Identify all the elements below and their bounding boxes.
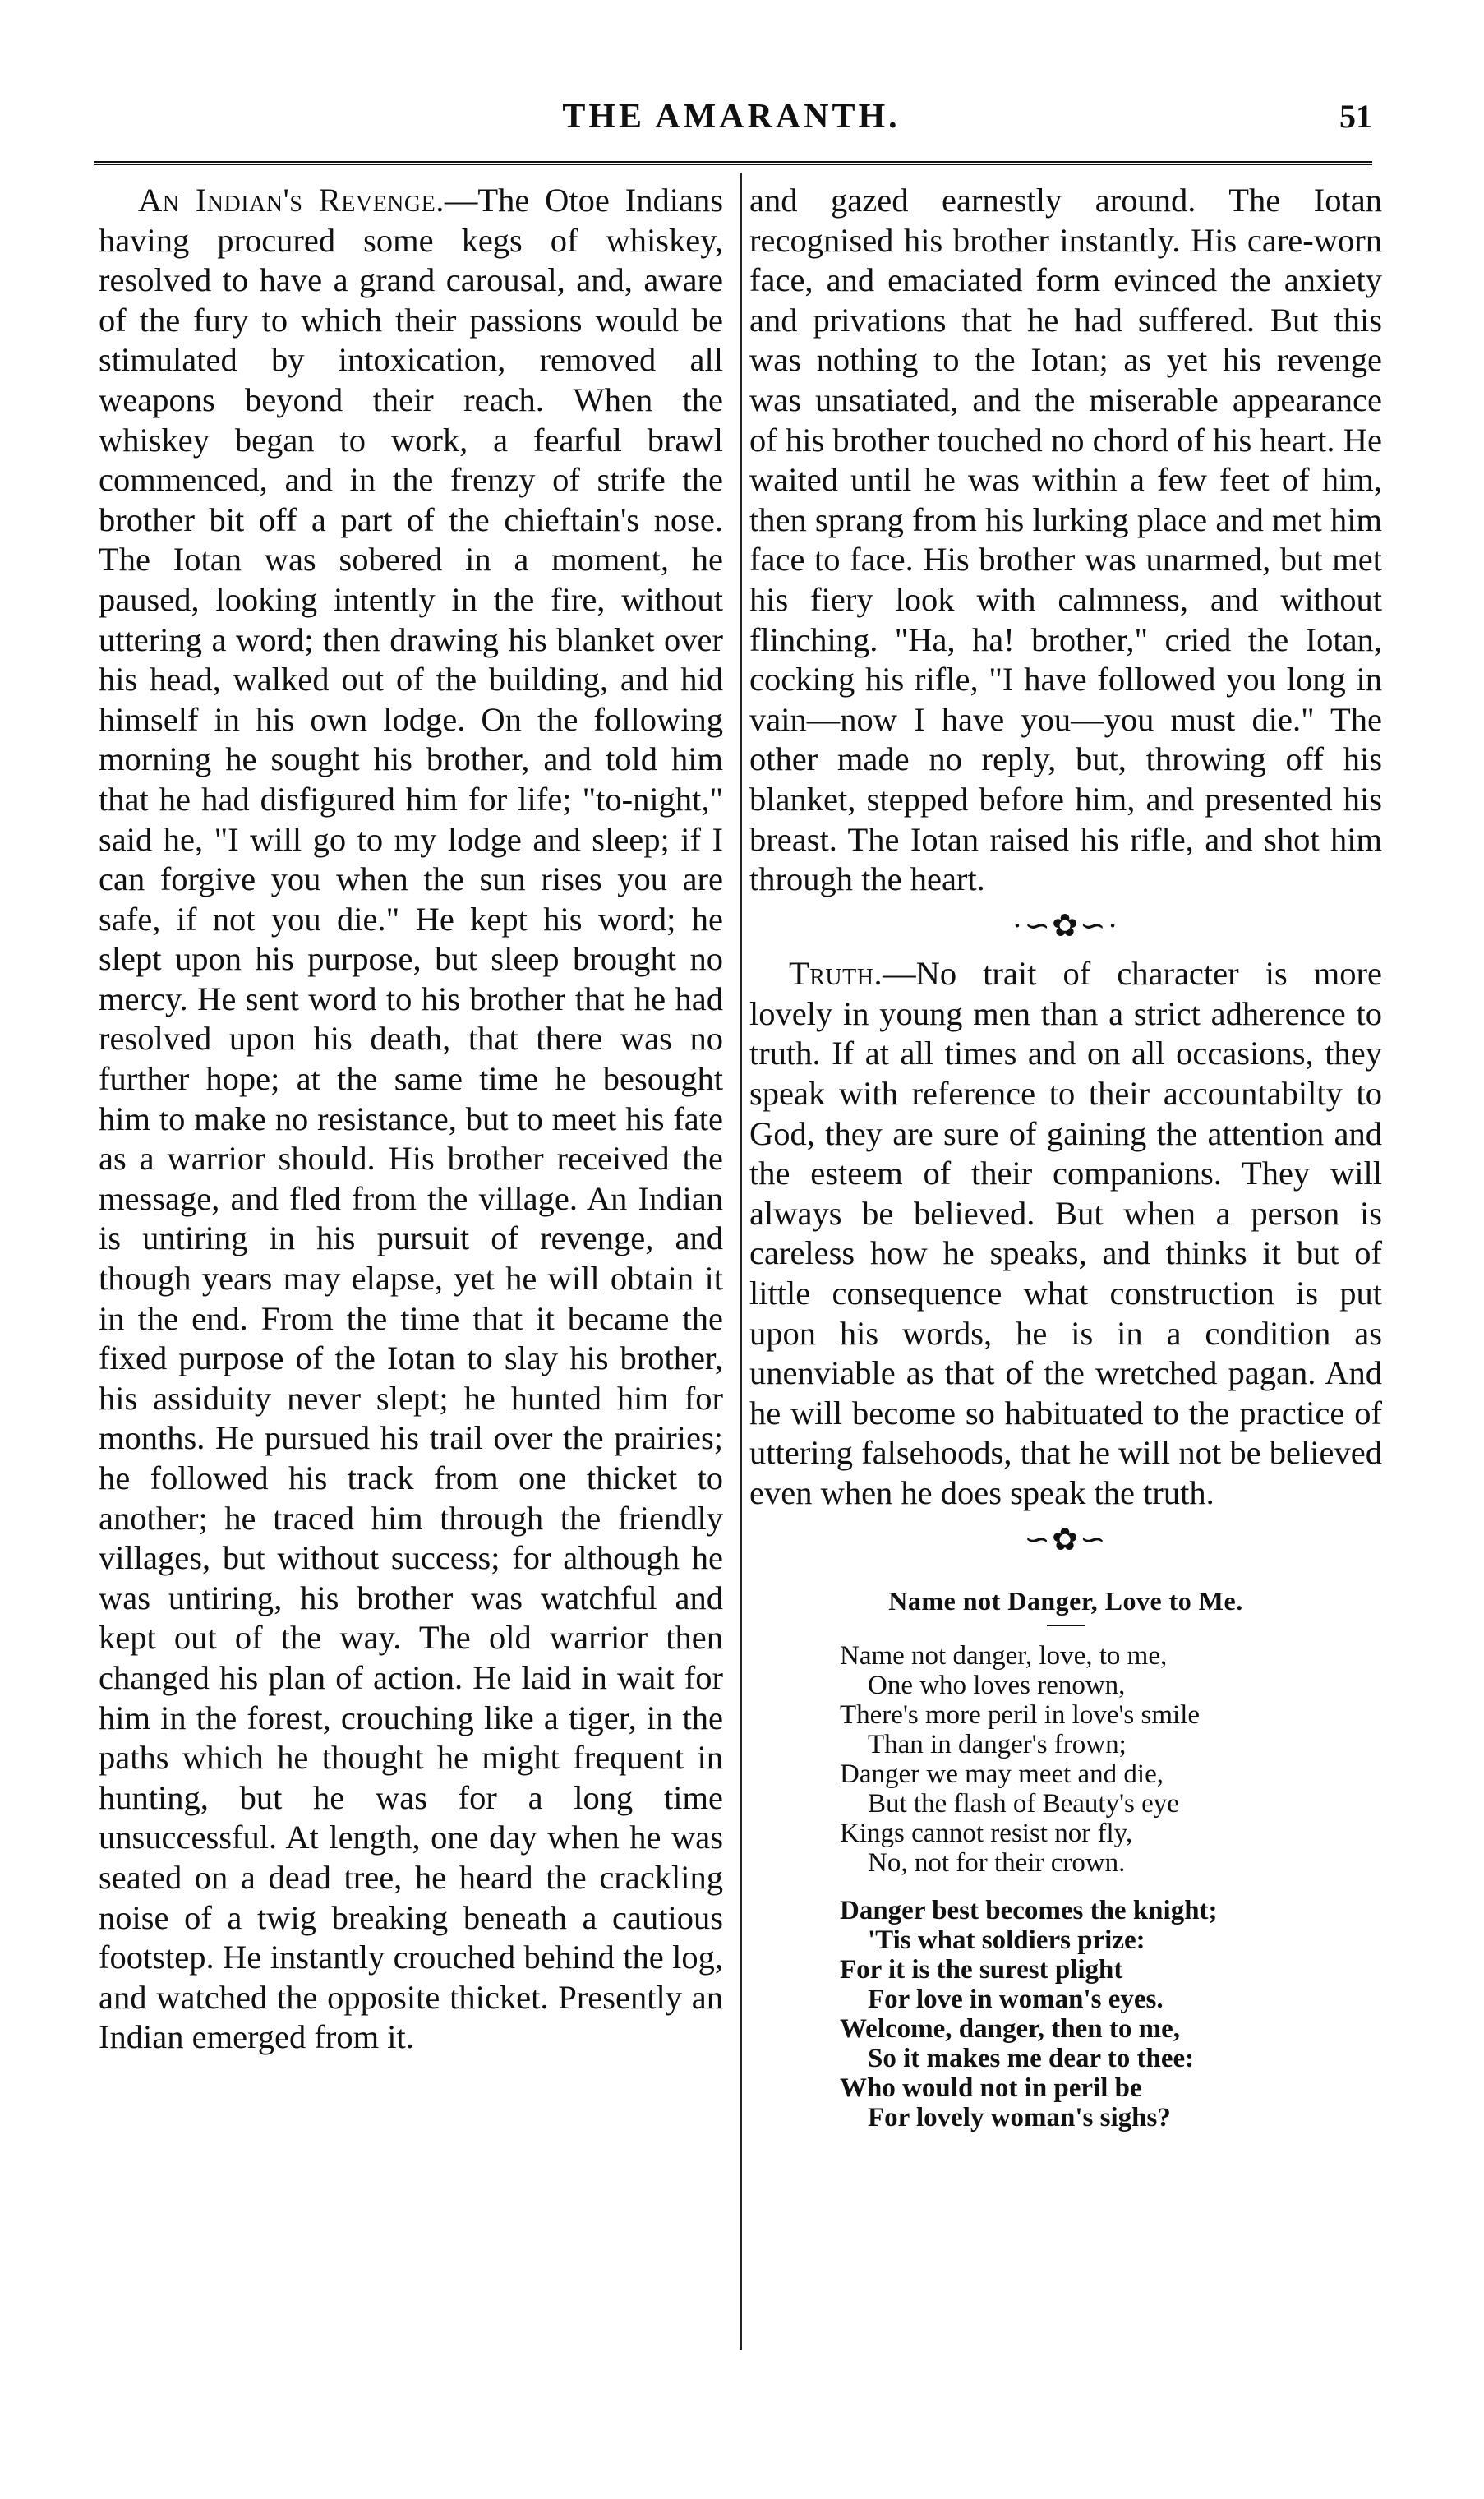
poem-line: For it is the surest plight [840,1954,1123,1985]
revenge-text: —The Otoe Indians having procured some kegs of whiskey, resolved to have a grand carousal, and, aware of the fury to which their passions would be stimulated by intoxication, removed all weapons beyond their reach. When the whiskey began to work, a fearful brawl commenced, and in the frenzy of strife the brother bit off a part of the chieftain's nose. The Iotan was sobered in a moment, he paused, looking intently in the fire, without uttering a word; then drawing his blanket over his head, walked out of the building, and hid himself in his own lodge. On the following morning he sought his brother, and told him that he had disfigured him for life; "to-night," said he, "I will go to my lodge and sleep; if I can forgive you when the sun rises you are safe, if not you die." He kept his word; he slept upon his purpose, but sleep brought no mercy. He sent word to his brother that he had resolved upon his death, that there was no further hope; at the same time he besought him to make no resistance, but to meet his fate as a warrior should. His brother received the message, and fled from the village. An Indian is untiring in his pursuit of revenge, and though years may elapse, yet he will obtain it in the end. From the time that it became the fixed purpose of the Iotan to slay his brother, his assiduity never slept; he hunted him for months. He pursued his trail over the prairies; he followed his track from one thicket to another; he traced him through the friendly villages, but without success; for although he was untiring, his brother was watchful and kept out of the way. The old warrior then changed his plan of action. He laid in wait for him in the forest, crouching like a tiger, in the paths which he thought he might frequent in hunting, but he was for a long time unsuccessful. At length, one day when he was seated on a dead tree, he heard the crackling noise of a twig breaking beneath a cautious footstep. He instantly crouched behind the log, and watched the opposite thicket. Presently an Indian emerged from it. [99,182,723,2056]
column-divider [740,173,742,2350]
truth-title: Truth. [789,955,883,993]
ornament-divider: ·∽✿∽· [1012,908,1120,943]
revenge-continued: and gazed earnestly around. The Iotan recognised his brother instantly. His care-worn face, and emaciated form evinced the anxiety and privations that he had suffered. But this was nothing to the Iotan; as yet his revenge was unsatiated, and the miserable appearance of his brother touched no chord of his heart. He waited until he was within a few feet of him, then sprang from his lurking place and met him face to face. His brother was unarmed, but met his fiery look with calmness, and without flinching. "Ha, ha! brother," cried the Iotan, cocking his rifle, "I have followed you long in vain—now I have you—you must die." The other made no reply, but, throwing off his blanket, stepped before him, and presented his breast. The Iotan raised his rifle, and shot him through the heart. [749,182,1382,898]
poem-line: For love in woman's eyes. [868,1984,1164,2014]
poem-line: There's more peril in love's smile [840,1699,1201,1730]
header-rule [94,161,1372,165]
poem-line: Who would not in peril be [840,2073,1142,2103]
ornament-divider: ∽✿∽ [1024,1522,1108,1557]
right-column [749,181,1382,2151]
poem-line: Than in danger's frown; [868,1729,1127,1759]
poem-line: Welcome, danger, then to me, [840,2013,1180,2044]
poem-line: Danger we may meet and die, [840,1759,1164,1789]
poem-stanza [840,1641,1382,1878]
left-column [99,181,723,2058]
poem-line: But the flash of Beauty's eye [868,1788,1179,1819]
truth-article [749,954,1382,1513]
poem-line: 'Tis what soldiers prize: [868,1925,1145,1955]
poem-line: So it makes me dear to thee: [868,2043,1195,2073]
page-number: 51 [1339,98,1372,135]
poem-title: Name not Danger, Love to Me. [888,1586,1243,1616]
truth-text: —No trait of character is more lovely in young men than a strict adherence to truth. If at all times and on all occasions, they speak with reference to their accountabilty to God, they are sure of gaining the attention and the esteem of their companions. They will always be believed. But when a person is careless how he speaks, and thinks it but of little consequence what construction is put upon his words, he is in a condition as unenviable as that of the wretched pagan. And he will become so habituated to the practice of uttering falsehoods, that he will not be believed even when he does speak the truth. [749,955,1382,1511]
poem-title-rule [1047,1625,1085,1626]
revenge-title: An Indian's Revenge. [138,182,445,219]
poem-line: No, not for their crown. [868,1847,1126,1878]
poem-line: For lovely woman's sighs? [868,2102,1171,2132]
poem-line: Danger best becomes the knight; [840,1895,1218,1925]
poem-stanza [840,1896,1382,2132]
running-title: THE AMARANTH. [562,98,901,136]
poem-line: One who loves renown, [868,1670,1126,1700]
poem-line: Kings cannot resist nor fly, [840,1818,1133,1848]
poem-line: Name not danger, love, to me, [840,1640,1168,1671]
page-header [90,97,1372,146]
revenge-article [99,181,723,2058]
